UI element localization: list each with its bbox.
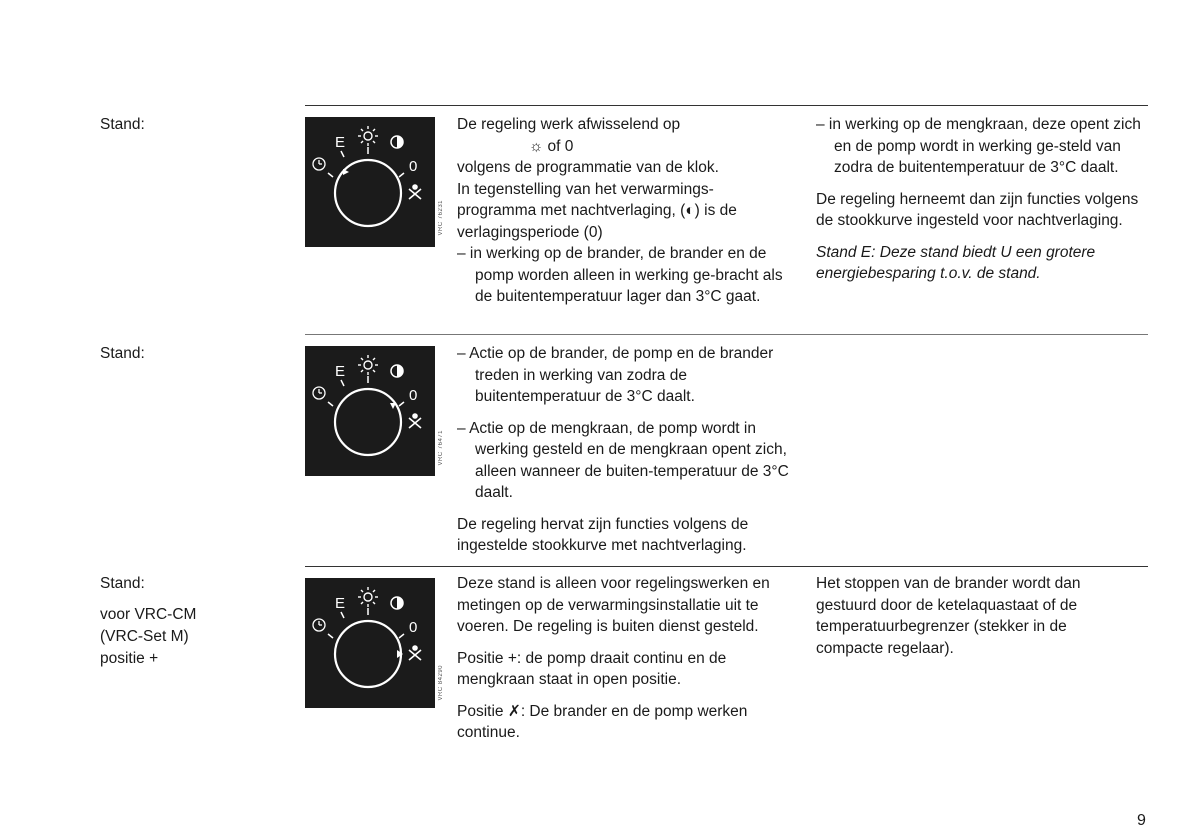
clock-icon (313, 619, 325, 631)
svg-text:E: E (335, 134, 346, 151)
section-2-label: Stand: (100, 345, 145, 362)
dial-zero-label (409, 158, 417, 175)
section-2-col-1: – Actie op de brander, de pomp en de brander treden in werking van zodra de buitentemperatuur de 3°C daalt. – Actie op de mengkraan, de pomp wordt in werking gesteld en de mengkraan opent zich, alleen wanneer de buiten-temperatuur de 3°C daalt. De regeling hervat zijn functies volgens de ingestelde stookkurve met nachtverlaging. (457, 345, 789, 554)
dial-pointer (390, 403, 396, 409)
section-1-col-2: – in werking op de mengkraan, deze opent zich en de pomp wordt in werking ge-steld van zodra de buitentemperatuur de 3°C daalt. De regeling herneemt dan zijn functies volgens de stookkurve ingesteld voor nachtverlaging. Stand E: Deze stand biedt U een grotere energiebesparing t.o.v. de stand. (816, 116, 1141, 282)
svg-text:0: 0 (409, 619, 418, 636)
dial-zero-label (409, 387, 417, 404)
svg-text:E: E (335, 595, 346, 612)
section-2-dial (305, 346, 435, 476)
service-tool-icon (409, 414, 421, 428)
half-moon-icon (391, 136, 403, 148)
section-2-rule (305, 334, 1148, 335)
half-moon-icon (391, 597, 403, 609)
half-moon-icon (391, 365, 403, 377)
section-1-label: Stand: (100, 116, 145, 133)
sun-icon (358, 587, 378, 607)
service-tool-icon (409, 185, 421, 199)
clock-icon (313, 158, 325, 170)
section-1-figure-code: VRC 76231 (438, 200, 444, 236)
section-3-figure-code: VRC 84290 (438, 665, 444, 701)
section-3-col-2: Het stoppen van de brander wordt dan gestuurd door de ketelaquastaat of de temperatuurbegrenzer (stekker in de compacte regelaar). (816, 575, 1081, 657)
section-1-rule (305, 105, 1148, 106)
dial-svg (305, 117, 435, 247)
section-3-col-1: Deze stand is alleen voor regelingswerken en metingen op de verwarmingsinstallatie uit te voeren. De regeling is buiten dienst gesteld. Positie +: de pomp draait continu en de mengkraan staat in open positie. Positie ✗: De brander en de pomp werken continue. (457, 575, 770, 741)
svg-text:0: 0 (409, 387, 418, 404)
section-3-dial (305, 578, 435, 708)
service-tool-icon (409, 646, 421, 660)
section-3-label: Stand: voor VRC-CM (VRC-Set M) positie + (100, 575, 197, 667)
section-3-rule (305, 566, 1148, 567)
dial-zero-label (409, 619, 417, 636)
sun-icon (358, 355, 378, 375)
dial-e-label (335, 363, 345, 380)
svg-text:E: E (335, 363, 346, 380)
dial-svg (305, 578, 435, 708)
dial-knob (335, 621, 401, 687)
dial-e-label (335, 595, 345, 612)
dial-svg (305, 346, 435, 476)
dial-knob (335, 389, 401, 455)
dial-e-label (335, 134, 345, 151)
page-number: 9 (1137, 812, 1146, 829)
section-1-dial (305, 117, 435, 247)
dial-knob (335, 160, 401, 226)
section-2-figure-code: VRC 76471 (438, 430, 444, 466)
clock-icon (313, 387, 325, 399)
section-1-col-1: De regeling werk afwisselend op ☼ of 0 volgens de programmatie van de klok. In tegenstelling van het verwarmings- programma met nachtverlaging, (◐) is de verlagingsperiode (0) – in werking op de brander, de brander en de pomp worden alleen in werking ge-bracht als de buitentemperatuur lager dan 3°C gaat. (457, 116, 783, 305)
svg-text:0: 0 (409, 158, 418, 175)
sun-icon (358, 126, 378, 146)
